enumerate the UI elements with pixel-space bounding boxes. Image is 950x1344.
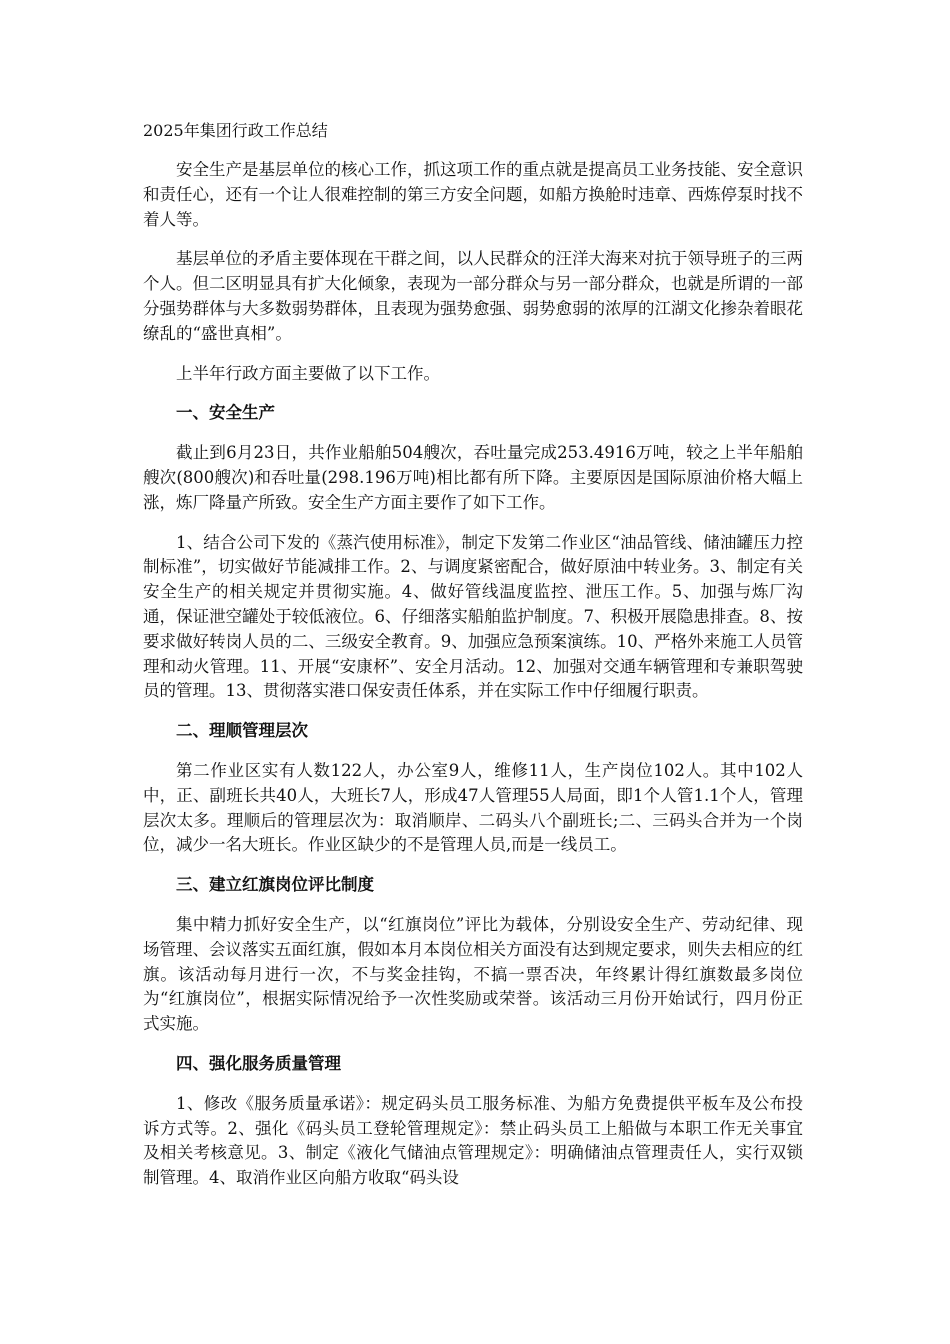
section-1-paragraph-2: 1、结合公司下发的《蒸汽使用标准》，制定下发第二作业区“油品管线、储油罐压力控制标准”，切实做好节能减排工作。2、与调度紧密配合，做好原油中转业务。3、制定有关安全生产的相关规定并贯彻实施。4、做好管线温度监控、泄压工作。5、加强与炼厂沟通，保证泄空罐处于较低液位。6、仔细落实船舶监护制度。7、积极开展隐患排查。8、按要求做好转岗人员的二、三级安全教育。9、加强应急预案演练。10、严格外来施工人员管理和动火管理。11、开展“安康杯”、安全月活动。12、加强对交通车辆管理和专兼职驾驶员的管理。13、贯彻落实港口保安责任体系，并在实际工作中仔细履行职责。 — [143, 532, 803, 701]
section-1-paragraph-1: 截止到6月23日，共作业船舶504艘次，吞吐量完成253.4916万吨，较之上半年船舶艘次(800艘次)和吞吐量(298.196万吨)相比都有所下降。主要原因是国际原油价格大幅上涨，炼厂降量产所致。安全生产方面主要作了如下工作。 — [143, 443, 803, 512]
section-4-paragraph-1: 1、修改《服务质量承诺》：规定码头员工服务标准、为船方免费提供平板车及公布投诉方式等。2、强化《码头员工登轮管理规定》：禁止码头员工上船做与本职工作无关事宜及相关考核意见。3、制定《液化气储油点管理规定》：明确储油点管理责任人，实行双锁制管理。4、取消作业区向船方收取“码头设 — [143, 1093, 803, 1188]
section-2-paragraph-1: 第二作业区实有人数122人，办公室9人，维修11人，生产岗位102人。其中102人中，正、副班长共40人，大班长7人，形成47人管理55人局面，即1个人管1.1个人，管理层次太多。理顺后的管理层次为：取消顺岸、二码头八个副班长;二、三码头合并为一个岗位，减少一名大班长。作业区缺少的不是管理人员,而是一线员工。 — [143, 760, 803, 855]
section-4-heading: 四、强化服务质量管理 — [176, 1053, 341, 1073]
section-3-heading: 三、建立红旗岗位评比制度 — [176, 875, 374, 895]
document-page — [143, 118, 803, 1206]
document-title: 2025年集团行政工作总结 — [143, 121, 328, 140]
section-1-heading: 一、安全生产 — [176, 403, 275, 423]
intro-paragraph-1: 安全生产是基层单位的核心工作，抓这项工作的重点就是提高员工业务技能、安全意识和责任心，还有一个让人很难控制的第三方安全问题，如船方换舱时违章、西炼停泵时找不着人等。 — [143, 160, 803, 229]
section-2-heading: 二、理顺管理层次 — [176, 721, 308, 741]
section-3-paragraph-1: 集中精力抓好安全生产，以“红旗岗位”评比为载体，分别设安全生产、劳动纪律、现场管理、会议落实五面红旗，假如本月本岗位相关方面没有达到规定要求，则失去相应的红旗。该活动每月进行一次，不与奖金挂钩，不搞一票否决，年终累计得红旗数最多岗位为“红旗岗位”，根据实际情况给予一次性奖励或荣誉。该活动三月份开始试行，四月份正式实施。 — [143, 914, 803, 1034]
intro-paragraph-3: 上半年行政方面主要做了以下工作。 — [176, 363, 440, 383]
intro-paragraph-2: 基层单位的矛盾主要体现在干群之间，以人民群众的汪洋大海来对抗于领导班子的三两个人。但二区明显具有扩大化倾象，表现为一部分群众与另一部分群众，也就是所谓的一部分强势群体与大多数弱势群体，且表现为强势愈强、弱势愈弱的浓厚的江湖文化掺杂着眼花缭乱的“盛世真相”。 — [143, 249, 803, 343]
